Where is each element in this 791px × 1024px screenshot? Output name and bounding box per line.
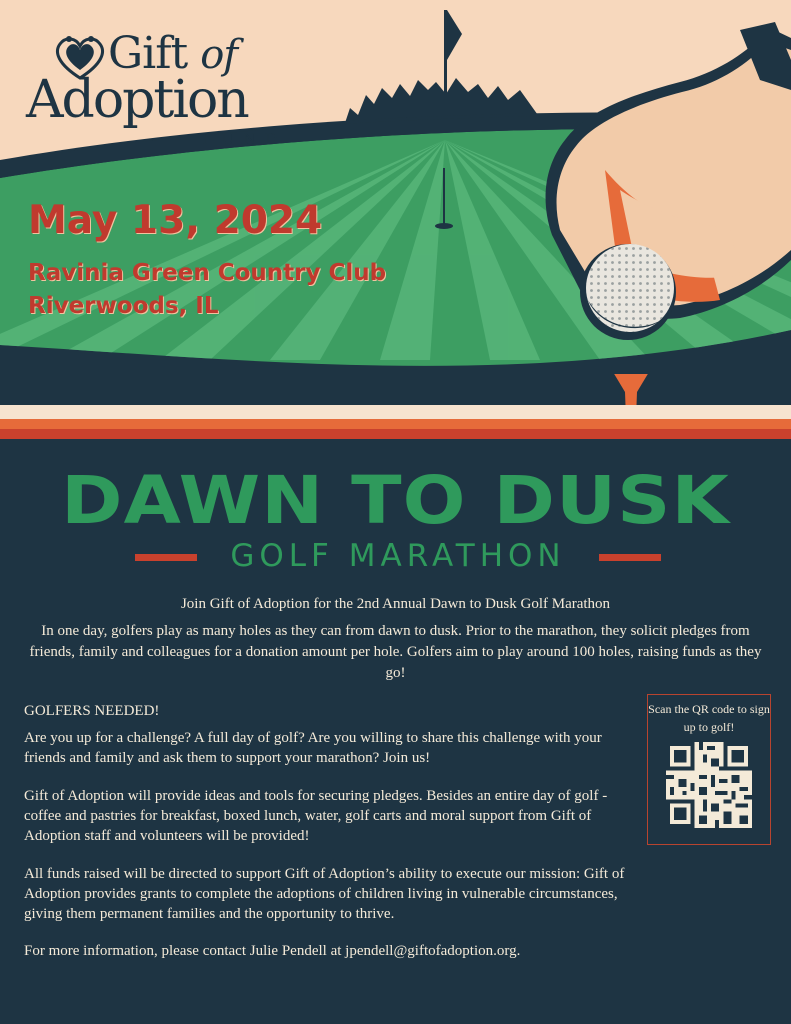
venue-city: Riverwoods, IL	[28, 293, 219, 319]
qr-code[interactable]	[666, 742, 752, 828]
logo-line-gift: Gift of	[108, 28, 238, 79]
right-accent-bar	[599, 554, 661, 561]
event-venue	[28, 257, 386, 323]
golfers-needed-heading: GOLFERS NEEDED!	[24, 703, 160, 719]
intro-title: Join Gift of Adoption for the 2nd Annual Dawn to Dusk Golf Marathon	[180, 596, 611, 612]
headline: DAWN TO DUSK	[61, 462, 730, 539]
qr-caption: Scan the QR code to sign up to golf!	[648, 702, 770, 734]
paragraph-mission: All funds raised will be directed to support Gift of Adoption’s ability to execute our mission: Gift of Adoption provides grants to complete the adoptions of children living in vulnerable circumstances, giving them permanent families and the opportunity to thrive.	[24, 866, 625, 922]
paragraph-contact: For more information, please contact Julie Pendell at jpendell@giftofadoption.org.	[24, 943, 521, 959]
logo-of: of	[200, 32, 238, 78]
paragraph-provisions: Gift of Adoption will provide ideas and tools for securing pledges. Besides an entire day of golf - coffee and pastries for breakfast, boxed lunch, water, golf carts and moral support from Gift of Adoption staff and volunteers will be provided!	[24, 788, 608, 844]
logo-line-fund: FUND	[202, 130, 287, 148]
left-accent-bar	[135, 554, 197, 561]
qr-signup-box	[647, 694, 771, 845]
event-date: May 13, 2024	[28, 198, 323, 243]
logo-line-adoption: Adoption	[26, 70, 248, 130]
intro-body: In one day, golfers play as many holes as they can from dawn to dusk. Prior to the marathon, they solicit pledges from friends, family and colleagues for a donation amount per hole. Golfers aim to play around 100 holes, raising funds as they go!	[29, 623, 762, 681]
subheadline-row	[135, 538, 661, 578]
paragraph-challenge: Are you up for a challenge? A full day of golf? Are you willing to share this challenge with your friends and family and ask them to support your marathon? Join us!	[24, 730, 602, 766]
subheadline: GOLF MARATHON	[230, 538, 566, 574]
venue-name: Ravinia Green Country Club	[28, 260, 387, 286]
